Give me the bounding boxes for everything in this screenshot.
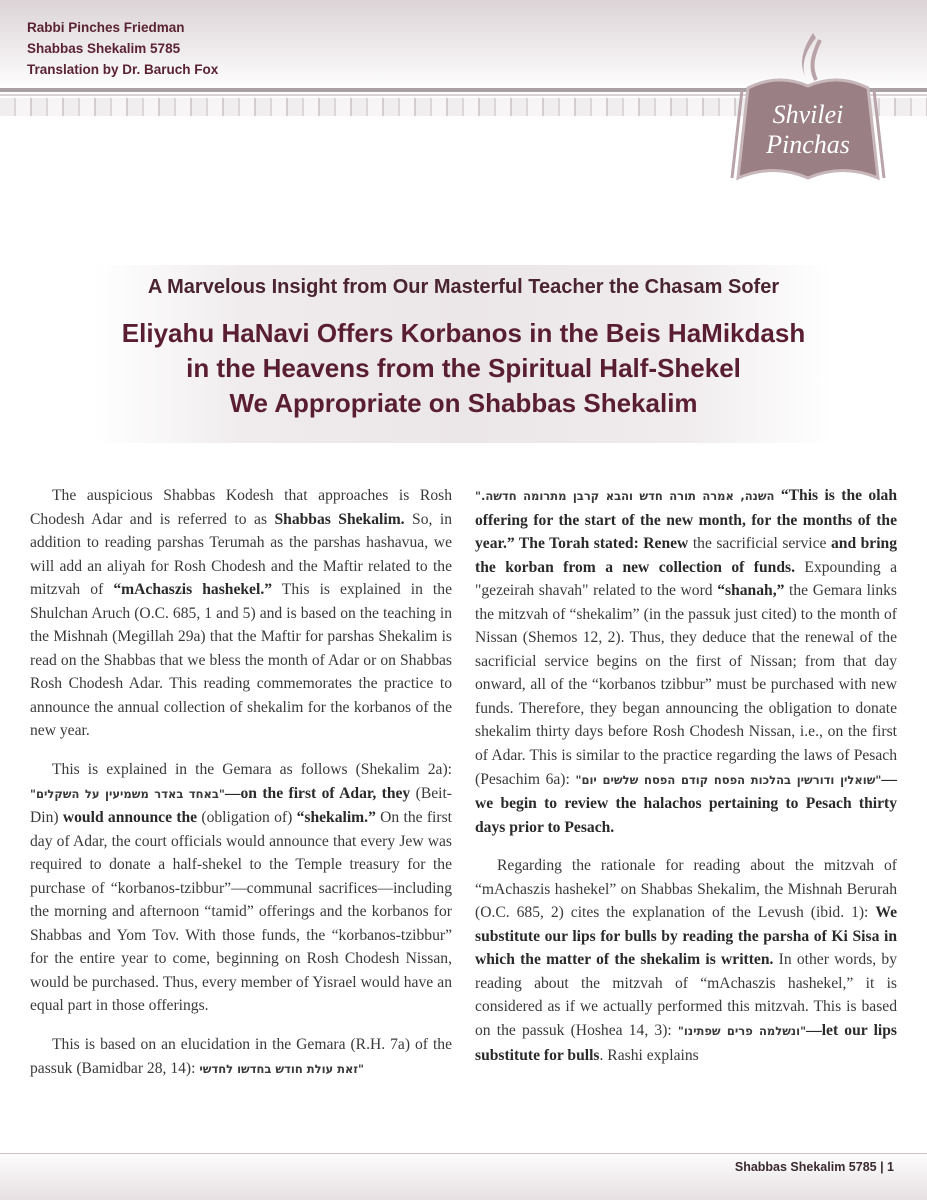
text-run: In other words, by reading about the mitzvah of “mAchaszis hashekel,” it is considered as if we actually performed this mitzvah. This is based on the passuk (Hoshea 14, 3):	[475, 951, 897, 1040]
bold-text: and bring the korban from a new collection of funds.	[475, 535, 897, 576]
bold-text: “shekalim.”	[296, 809, 376, 827]
text-run: Regarding the rationale for reading about the mitzvah of “mAchaszis hashekel” on Shabbas Shekalim, the Mishnah Berurah (O.C. 685, 2) cites the explanation of the Levush (ibid. 1):	[475, 857, 897, 922]
title-line: We Appropriate on Shabbas Shekalim	[229, 388, 698, 418]
subtitle: A Marvelous Insight from Our Masterful Teacher the Chasam Sofer	[147, 276, 780, 298]
footer-rule	[0, 1153, 927, 1154]
bold-text: —we begin to review the halachos pertaining to Pesach thirty days prior to Pesach.	[475, 770, 898, 836]
left-column	[30, 484, 452, 1096]
bold-text: —let our lips substitute for bulls	[475, 1022, 897, 1064]
text-run: This is explained in the Shulchan Aruch (O.C. 685, 1 and 5) and is based on the teaching in the Mishnah (Megillah 29a) that the Maftir for parshas Shekalim is read on the Shabbas that we bless the month of Adar or on Shabbas Rosh Chodesh Adar. This reading commemorates the practice to announce the annual collection of shekalim for the korbanos of the new year.	[30, 581, 452, 740]
paragraph	[475, 484, 897, 839]
bold-text: “mAchaszis hashekel.”	[113, 581, 273, 599]
title-line: Eliyahu HaNavi Offers Korbanos in the Beis HaMikdash	[121, 318, 806, 348]
text-run: Expounding a "gezeirah shavah" related to the word	[475, 558, 897, 600]
bold-text: —on the first of Adar, they	[224, 784, 411, 802]
paragraph	[30, 758, 452, 1018]
hebrew-quote: "זאת עולת חודש בחדשו לחדשי	[199, 1061, 364, 1076]
hebrew-quote: "שואלין ודורשין בהלכות הפסח קודם הפסח שלשים יום"	[575, 772, 882, 787]
text-run: On the first day of Adar, the court officials would announce that every Jew was required to donate a half-shekel to the Temple treasury for the purchase of “korbanos-tzibbur”—communal sacrifices—including the morning and afternoon “tamid” offerings and the korbanos for Shabbas and Yom Tov. With those funds, the “korbanos-tzibbur” for the entire year to come, beginning on Rosh Chodesh Nissan, would be purchased. Thus, every member of Yisrael would have an equal part in those offerings.	[30, 809, 452, 1015]
text-run: This is based on an elucidation in the Gemara (R.H. 7a) of the passuk (Bamidbar 28, 14):	[30, 1036, 452, 1077]
author: Rabbi Pinches Friedman	[27, 20, 185, 35]
text-run: (obligation of)	[197, 809, 297, 827]
text-run: So, in addition to reading parshas Terumah as the parshas hashavua, we will add an aliyah for Rosh Chodesh and the Maftir related to the mitzvah of	[30, 510, 453, 599]
bold-text: “This is the olah offering for the start of the new month, for the months of the year.” The Torah stated: Renew	[475, 487, 898, 553]
paragraph	[30, 484, 452, 743]
text-run: . Rashi explains	[599, 1046, 699, 1064]
article-title	[0, 316, 927, 421]
header-meta	[27, 17, 218, 80]
shvilei-pinchas-logo	[728, 28, 888, 188]
right-column	[475, 484, 897, 1082]
logo-text-2: Pinchas	[766, 130, 850, 159]
text-run: The auspicious Shabbas Kodesh that approaches is Rosh Chodesh Adar and is referred to as	[30, 487, 452, 528]
hebrew-quote: "באחד באדר משמיעין על השקלים"	[30, 786, 225, 801]
page-footer: Shabbas Shekalim 5785 | 1	[734, 1160, 894, 1174]
title-line: in the Heavens from the Spiritual Half-Shekel	[186, 353, 741, 383]
text-run: (Beit-Din)	[30, 784, 452, 827]
hebrew-quote: השנה, אמרה תורה חדש והבא קרבן מתרומה חדשה."	[475, 489, 775, 503]
bold-text: would announce the	[62, 809, 198, 827]
text-run: This is explained in the Gemara as follows (Shekalim 2a):	[52, 761, 452, 779]
text-run: the Gemara links the mitzvah of “shekalim” (in the passuk just cited) to the month of Nissan (Shemos 12, 2). Thus, they deduce that the renewal of the sacrificial service begins on the first of Nissan; from that day onward, all of the “korbanos tzibbur” must be purchased with new funds. Therefore, they began announcing the obligation to donate shekalim thirty days before Rosh Chodesh Nissan, i.e., on the first of Adar. This is similar to the practice regarding the laws of Pesach (Pesachim 6a):	[475, 582, 897, 788]
issue: Shabbas Shekalim 5785	[27, 41, 181, 56]
footer-band	[0, 1150, 927, 1200]
translator: Translation by Dr. Baruch Fox	[27, 62, 219, 77]
paragraph	[475, 854, 897, 1067]
bold-text: “shanah,”	[717, 582, 785, 600]
bold-text: We substitute our lips for bulls by reading the parsha of Ki Sisa in which the matter of the shekalim is written.	[475, 904, 897, 969]
hebrew-quote: "ונשלמה פרים שפתינו"	[677, 1024, 807, 1039]
bold-text: Shabbas Shekalim.	[274, 510, 405, 528]
paragraph	[30, 1033, 452, 1081]
logo-text-1: Shvilei	[772, 100, 844, 129]
text-run: the sacrificial service	[688, 535, 831, 553]
